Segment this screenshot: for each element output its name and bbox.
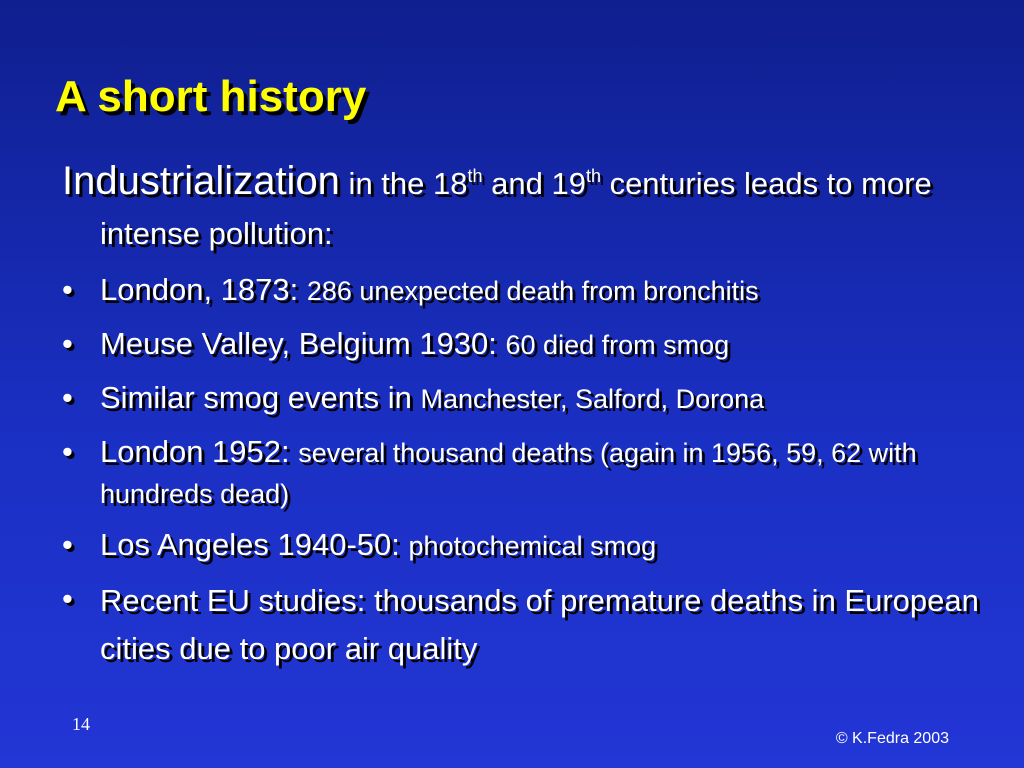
bullet-item — [62, 430, 992, 514]
bullet-lead: Similar smog events in — [100, 380, 421, 415]
bullet-detail: several thousand deaths (again in 1956, 59, 62 with hundreds dead) — [100, 438, 917, 509]
intro-superscript-2: th — [585, 166, 601, 186]
copyright-notice: © K.Fedra 2003 — [835, 730, 949, 747]
bullet-item — [62, 523, 992, 568]
intro-superscript-1: th — [467, 166, 483, 186]
bullet-dot: • — [62, 326, 73, 361]
intro-paragraph — [62, 156, 992, 259]
intro-part-3: centuries leads to more intense pollution: — [100, 166, 932, 251]
bullet-detail: photochemical smog — [408, 531, 657, 561]
bullet-item — [62, 376, 992, 421]
bullet-dot: • — [62, 581, 73, 616]
bullet-lead: Meuse Valley, Belgium 1930: — [100, 326, 506, 361]
bullet-lead: London, 1873: — [100, 272, 307, 307]
bullet-detail: 60 died from smog — [505, 330, 730, 360]
bullet-item — [62, 577, 992, 673]
bullet-lead: Los Angeles 1940-50: — [100, 527, 409, 562]
bullet-item — [62, 322, 992, 367]
page-number: 14 — [72, 714, 90, 734]
bullet-detail: 286 unexpected death from bronchitis — [306, 276, 759, 306]
bullet-dot: • — [62, 527, 73, 562]
bullet-lead: Recent EU studies: thousands of premature deaths in European cities due to poor air quality — [100, 583, 979, 666]
bullet-dot: • — [62, 434, 73, 469]
bullet-dot: • — [62, 272, 73, 307]
intro-part-1: in the 18 — [339, 166, 468, 201]
bullet-list — [62, 268, 992, 673]
bullet-dot: • — [62, 380, 73, 415]
bullet-detail: Manchester, Salford, Dorona — [420, 384, 765, 414]
intro-lead: Industrialization — [62, 159, 340, 203]
slide-title: A short history — [55, 72, 367, 121]
bullet-lead: London 1952: — [100, 434, 299, 469]
bullet-item — [62, 268, 992, 313]
intro-part-2: and 19 — [482, 166, 586, 201]
slide-body — [62, 156, 992, 673]
